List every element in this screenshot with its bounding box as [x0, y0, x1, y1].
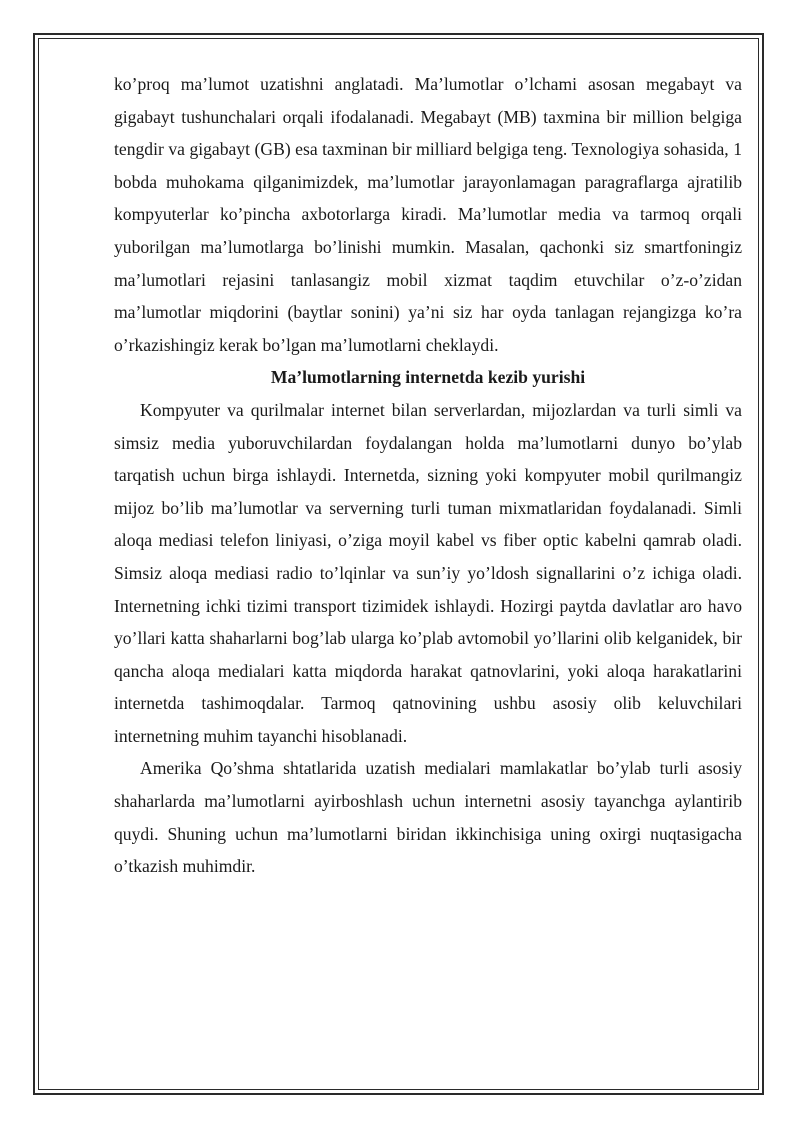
page-content	[114, 68, 742, 883]
section-heading: Ma’lumotlarning internetda kezib yurishi	[270, 367, 586, 388]
intro-paragraph: ko’proq ma’lumot uzatishni anglatadi. Ma’lumotlar o’lchami asosan megabayt va gigabayt tushunchalari orqali ifodalanadi. Megabayt (MB) taxmina bir million belgiga tengdir va gigabayt (GB) esa taxminan bir milliard belgiga teng. Texnologiya sohasida, 1 bobda muhokama qilganimizdek, ma’lumotlar jarayonlamagan paragraflarga ajratilib kompyuterlar ko’pincha axbotorlarga kiradi. Ma’lumotlar media va tarmoq orqali yuborilgan ma’lumotlarga bo’linishi mumkin. Masalan, qachonki siz smartfoningiz ma’lumotlari rejasini tanlasangiz mobil xizmat taqdim etuvchilar o’z-o’zidan ma’lumotlar miqdorini (baytlar sonini) ya’ni siz har oyda tanlagan rejangizga ko’ra o’rkazishingiz kerak bo’lgan ma’lumotlarni cheklaydi.	[114, 74, 742, 355]
body-paragraph-1: Kompyuter va qurilmalar internet bilan serverlardan, mijozlardan va turli simli va simsiz media yuboruvchilardan foydalangan holda ma’lumotlarni dunyo bo’ylab tarqatish uchun birga ishlaydi. Internetda, sizning yoki kompyuter mobil qurilmangiz mijoz bo’lib ma’lumotlar va serverning turli tuman mixmatlaridan foydalanadi. Simli aloqa mediasi telefon liniyasi, o’ziga moyil kabel vs fiber optic kabelni qamrab oladi. Simsiz aloqa mediasi radio to’lqinlar va sun’iy yo’ldosh signallarini o’z ichiga oladi. Internetning ichki tizimi transport tizimidek ishlaydi. Hozirgi paytda davlatlar aro havo yo’llari katta shaharlarni bog’lab ularga ko’plab avtomobil yo’llarini olib kelganidek, bir qancha aloqa medialari katta miqdorda harakat qatnovlarini, yoki aloqa harakatlarini internetda tashimoqdalar. Tarmoq qatnovining ushbu asosiy olib keluvchilari internetning muhim tayanchi hisoblanadi.	[114, 399, 742, 746]
body-paragraph-2: Amerika Qo’shma shtatlarida uzatish medialari mamlakatlar bo’ylab turli asosiy shaharlarda ma’lumotlarni ayirboshlash uchun internetni asosiy tayanchga aylantirib quydi. Shuning uchun ma’lumotlarni biridan ikkinchisiga uning oxirgi nuqtasigacha o’tkazish muhimdir.	[114, 758, 742, 877]
